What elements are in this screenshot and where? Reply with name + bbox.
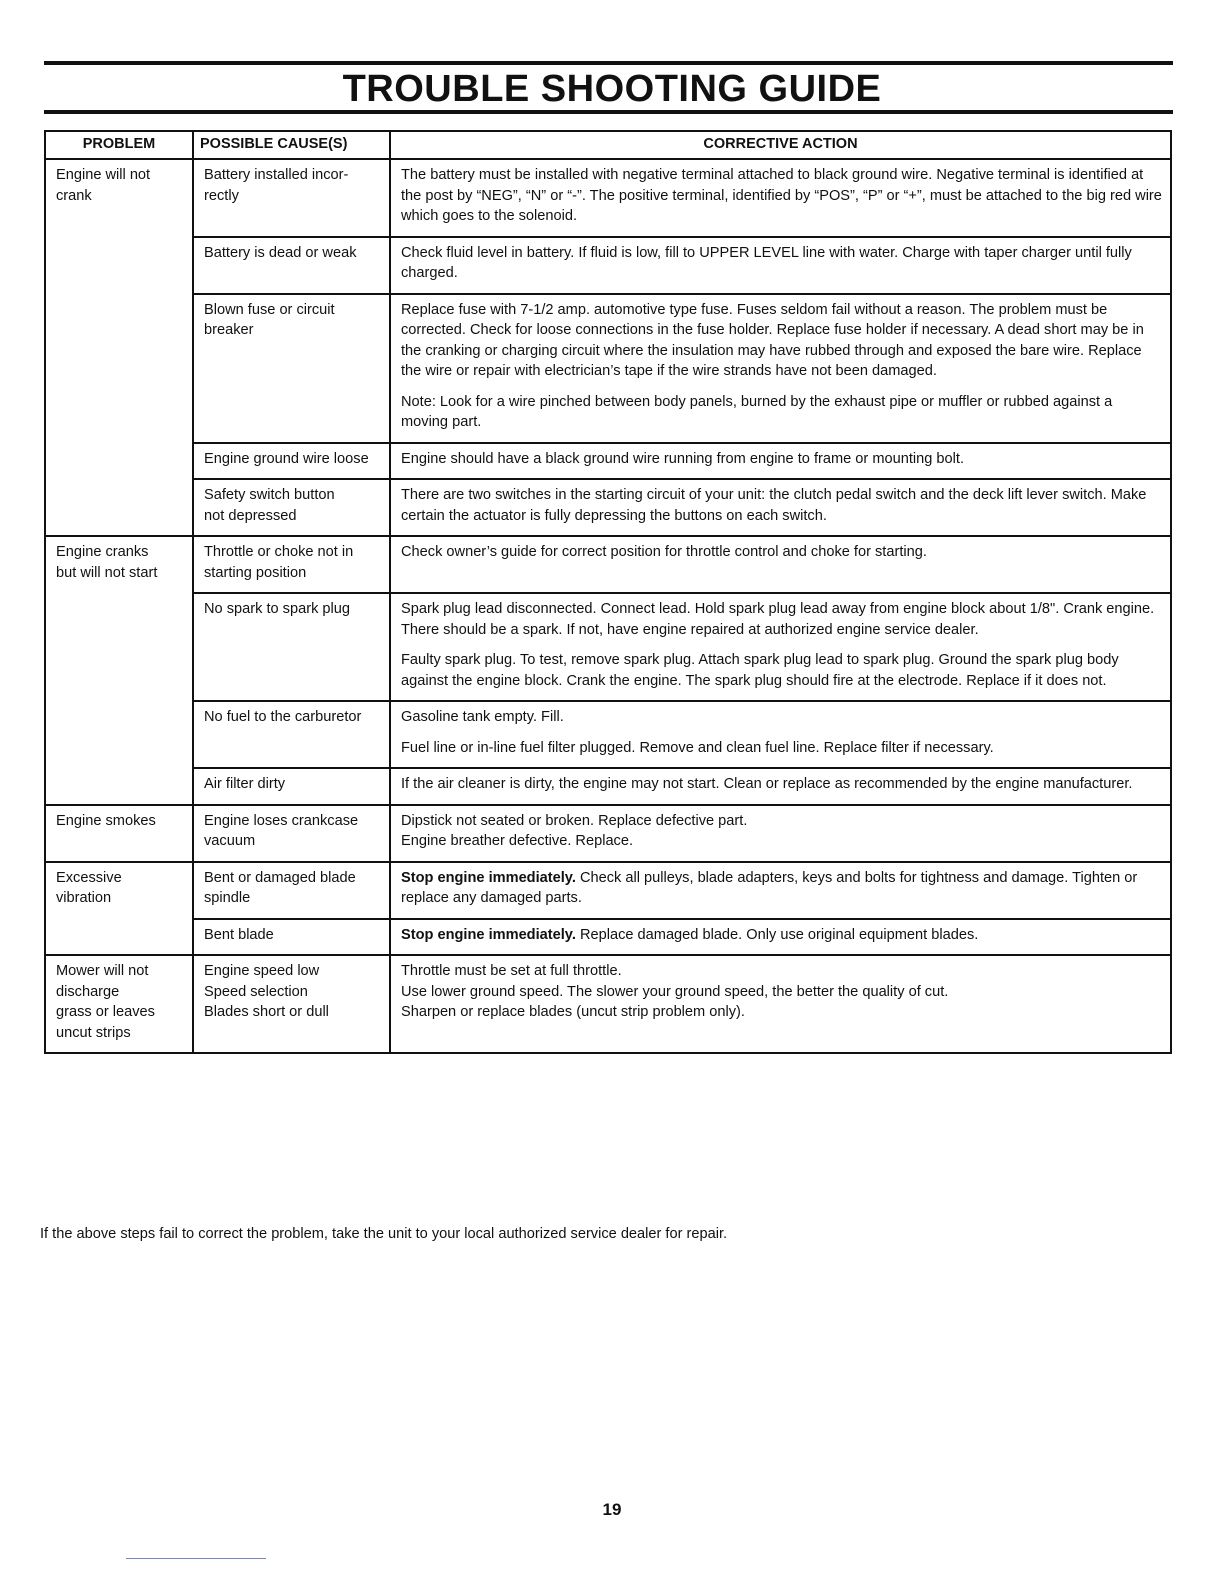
problem-text: Mower will not: [56, 963, 149, 979]
action-text: Fuel line or in-line fuel filter plugged. Remove and clean fuel line. Replace filter if necessary.: [401, 739, 994, 756]
cause-cell: [193, 768, 390, 805]
table-row: [45, 593, 1171, 701]
cause-text: Throttle or choke not in: [204, 544, 354, 560]
troubleshooting-table: [44, 130, 1172, 1054]
action-cell: [390, 919, 1171, 956]
action-cell: [390, 294, 1171, 443]
action-text: Check fluid level in battery. If fluid is low, fill to UPPER LEVEL line with water. Charge with taper charger until fully charged.: [401, 244, 1132, 281]
cause-cell: [193, 701, 390, 768]
action-cell: [390, 237, 1171, 294]
action-text: Sharpen or replace blades (uncut strip problem only).: [401, 1004, 745, 1020]
bottom-mark-line: [126, 1558, 266, 1559]
cause-text: breaker: [204, 322, 254, 338]
problem-cell: [45, 955, 193, 1053]
action-text: Dipstick not seated or broken. Replace defective part.: [401, 812, 748, 829]
cause-cell: [193, 536, 390, 593]
action-cell: [390, 479, 1171, 536]
cause-text: Engine ground wire loose: [204, 450, 369, 467]
problem-text: but will not start: [56, 564, 158, 581]
action-cell: [390, 536, 1171, 593]
problem-cell: [45, 536, 193, 805]
cause-text: Bent or damaged blade: [204, 869, 356, 886]
problem-cell: [45, 805, 193, 862]
action-text: If the air cleaner is dirty, the engine may not start. Clean or replace as recommended by the engine manufacturer.: [401, 776, 1133, 792]
page-number: 19: [602, 1500, 622, 1519]
action-cell: [390, 862, 1171, 919]
cause-text: Blown fuse or circuit: [204, 301, 335, 318]
action-cell: [390, 701, 1171, 768]
problem-cell: [45, 862, 193, 956]
cause-text: spindle: [204, 890, 251, 906]
action-text: Use lower ground speed. The slower your ground speed, the better the quality of cut.: [401, 983, 949, 1000]
cause-cell: [193, 862, 390, 919]
cause-text: Battery is dead or weak: [204, 244, 357, 261]
cause-text: vacuum: [204, 833, 256, 849]
action-cell: [390, 159, 1171, 237]
header-possible-causes: POSSIBLE CAUSE(S): [193, 131, 390, 159]
cause-cell: [193, 479, 390, 536]
cause-text: No spark to spark plug: [204, 601, 351, 617]
table-row: [45, 159, 1171, 237]
action-cell: [390, 955, 1171, 1053]
table-header-row: [45, 131, 1171, 159]
page-title: TROUBLE SHOOTING GUIDE: [342, 68, 882, 110]
table-body: [45, 159, 1171, 1053]
cause-text: Battery installed incor-: [204, 167, 349, 183]
table-row: [45, 237, 1171, 294]
cause-cell: [193, 805, 390, 862]
problem-text: uncut strips: [56, 1024, 131, 1041]
warning-lead: Stop engine immediately.: [401, 869, 576, 886]
table-row: [45, 479, 1171, 536]
cause-cell: [193, 955, 390, 1053]
problem-text: Engine cranks: [56, 544, 149, 560]
cause-text: Safety switch button: [204, 487, 335, 503]
header-corrective-action: CORRECTIVE ACTION: [390, 131, 1171, 159]
table-row: [45, 919, 1171, 956]
table-row: [45, 768, 1171, 805]
table-row: [45, 955, 1171, 1053]
table-row: [45, 536, 1171, 593]
action-cell: [390, 805, 1171, 862]
action-paragraph: [401, 925, 1162, 946]
action-text: Throttle must be set at full throttle.: [401, 963, 622, 979]
cause-text: starting position: [204, 564, 307, 581]
table-row: [45, 294, 1171, 443]
problem-text: grass or leaves: [56, 1004, 155, 1020]
cause-text: rectly: [204, 187, 239, 204]
table-row: [45, 862, 1171, 919]
cause-text: No fuel to the carburetor: [204, 709, 362, 725]
action-text: Check all pulleys, blade adapters, keys and bolts for tightness and damage. Tighten or replace any damaged parts.: [401, 869, 1138, 906]
table-row: [45, 701, 1171, 768]
cause-cell: [193, 159, 390, 237]
problem-text: crank: [56, 187, 92, 204]
cause-text: Bent blade: [204, 926, 274, 943]
problem-text: Engine will not: [56, 167, 151, 183]
action-text: Faulty spark plug. To test, remove spark plug. Attach spark plug lead to spark plug. Ground the spark plug body against the engine block. Crank the engine. The spark plug should fire at the electrode. Replace if it does not.: [401, 652, 1119, 689]
action-cell: [390, 768, 1171, 805]
table-row: [45, 805, 1171, 862]
action-text: Replace fuse with 7-1/2 amp. automotive type fuse. Fuses seldom fail without a reason. The problem must be corrected. Check for loose connections in the fuse holder. Replace fuse holder if necessary. A dead short may be in the cranking or charging circuit where the insulation may have rubbed through and exposed the bare wire. Replace the wire or repair with electrician’s tape if the wire strands have not been damaged.: [401, 301, 1144, 379]
cause-cell: [193, 237, 390, 294]
warning-lead: Stop engine immediately.: [401, 926, 576, 943]
action-text: There are two switches in the starting circuit of your unit: the clutch pedal switch and the deck lift lever switch. Make certain the actuator is fully depressing the buttons on each switch.: [401, 487, 1147, 524]
action-text: Engine should have a black ground wire running from engine to frame or mounting bolt.: [401, 450, 965, 467]
cause-cell: [193, 593, 390, 701]
action-text: Replace damaged blade. Only use original equipment blades.: [579, 926, 979, 943]
cause-text: Air filter dirty: [204, 776, 286, 792]
problem-text: discharge: [56, 983, 120, 1000]
action-cell: [390, 443, 1171, 480]
action-paragraph: [401, 868, 1162, 909]
cause-cell: [193, 294, 390, 443]
footer-note: If the above steps fail to correct the problem, take the unit to your local authorized service dealer for repair.: [40, 1226, 728, 1242]
title-rule-top: [44, 61, 1173, 65]
cause-text: Engine speed low: [204, 963, 320, 979]
cause-text: Engine loses crankcase: [204, 812, 359, 829]
title-rule-bottom: [44, 110, 1173, 114]
problem-text: vibration: [56, 890, 112, 906]
cause-text: Blades short or dull: [204, 1004, 329, 1020]
cause-text: not depressed: [204, 507, 297, 524]
problem-text: Engine smokes: [56, 812, 156, 829]
header-problem: PROBLEM: [45, 131, 193, 159]
action-text: Spark plug lead disconnected. Connect lead. Hold spark plug lead away from engine block about 1/8". Crank engine. There should be a spark. If not, have engine repaired at authorized engine service dealer.: [401, 601, 1155, 638]
action-text: Check owner’s guide for correct position for throttle control and choke for starting.: [401, 544, 927, 560]
table-row: [45, 443, 1171, 480]
action-cell: [390, 593, 1171, 701]
problem-cell: [45, 159, 193, 536]
cause-text: Speed selection: [204, 983, 308, 1000]
action-text: The battery must be installed with negative terminal attached to black ground wire. Negative terminal is identified at the post by “NEG”, “N” or “-”. The positive terminal, identified by “POS”, “P” or “+”, must be attached to the big red wire which goes to the solenoid.: [401, 167, 1162, 224]
action-text: Gasoline tank empty. Fill.: [401, 709, 564, 725]
cause-cell: [193, 919, 390, 956]
action-text: Engine breather defective. Replace.: [401, 833, 634, 849]
cause-cell: [193, 443, 390, 480]
problem-text: Excessive: [56, 869, 122, 886]
action-text: Note: Look for a wire pinched between body panels, burned by the exhaust pipe or muffler or rubbed against a moving part.: [401, 393, 1113, 430]
